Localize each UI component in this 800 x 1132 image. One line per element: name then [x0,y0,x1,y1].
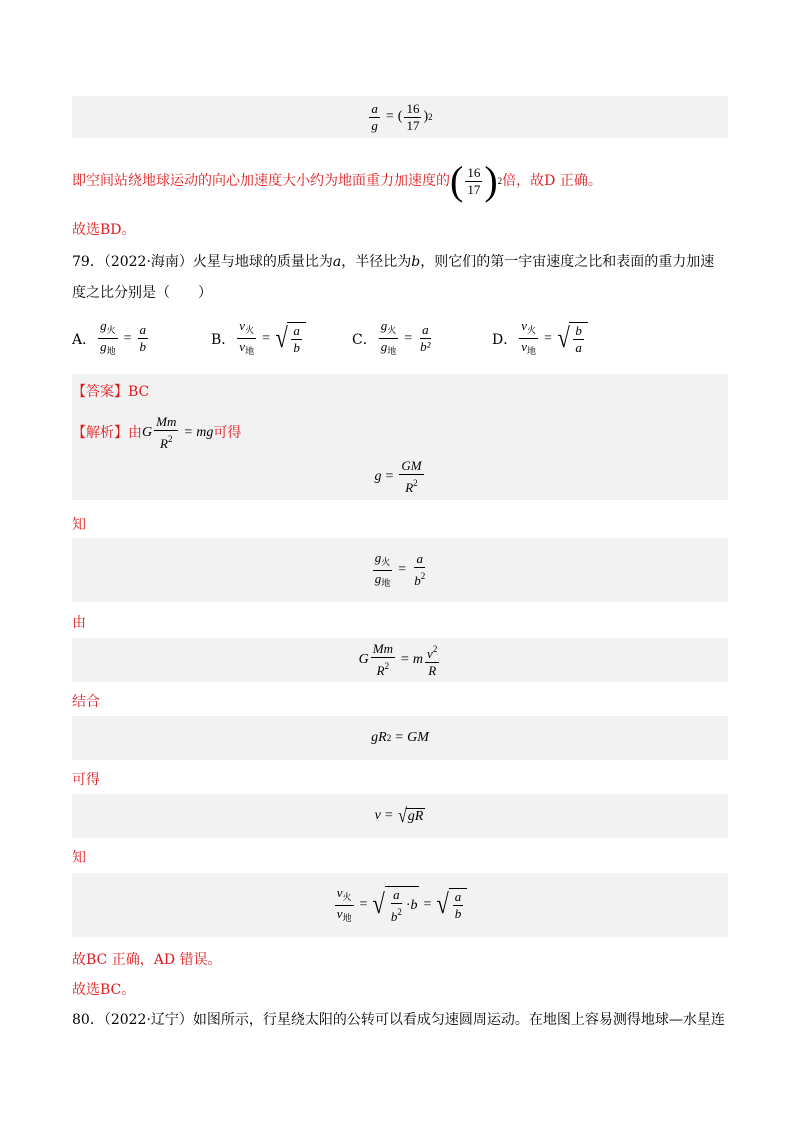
option-c[interactable]: C． $\frac{g_火}{g_地}$ = $\frac{a}{\text{b²}}$ [352,318,431,356]
analysis-line: 【解析】 由 G $\frac{Mm}{R^2}$ = mg 可得 [72,414,242,451]
option-a[interactable]: A． $\frac{g_火}{g_地}$ = $\frac{a}{b}$ [72,318,147,356]
conclusion-bc-correct: 故BC 正确，AD 错误。 [72,952,222,968]
label-kede: 可得 [72,772,100,788]
label-you: 由 [72,615,86,631]
question-80-line1: 80．（2022·辽宁）如图所示，行星绕太阳的公转可以看成匀速圆周运动。在地图上容易测得地球—水星连 [72,1012,725,1028]
answer-line: 【答案】BC [72,384,150,400]
label-zhi-2: 知 [72,850,86,866]
formula-box-gr2-gm: gR 2 = GM [72,716,728,760]
question-79-line1: 79．（2022·海南）火星与地球的质量比为a，半径比为b，则它们的第一宇宙速度之比和表面的重力加速 [72,254,715,270]
conclusion-bd: 故选BD。 [72,222,136,238]
formula-box-centripetal: G $\frac{Mm}{R^2}$ = m $\frac{v^2}{R}$ [72,638,728,682]
formula-box-top [72,96,728,138]
question-79-line2: 度之比分别是（ ） [72,285,212,301]
option-d[interactable]: D． $\frac{v_火}{v_地}$ = √ $\frac{b}{a}$ [492,318,588,359]
formula-box-v-sqrt: v = √ gR [72,794,728,838]
formula-a-over-g: $\frac{a}{g}$ = ( $\frac{16}{17}$ ) 2 [371,100,433,133]
conclusion-bc: 故选BC。 [72,982,136,998]
formula-g-gm: g = $\frac{GM}{R^2}$ [374,458,422,495]
label-zhi-1: 知 [72,517,86,533]
option-b[interactable]: B． $\frac{v_火}{v_地}$ = √ $\frac{a}{b}$ [211,318,306,359]
formula-box-v-ratio: $\frac{v_火}{v_地}$ = √ $\frac{a}{b^2}$ · b = √ $\frac{a}{b}$ [72,873,728,937]
formula-box-g-ratio: $\frac{g_火}{g_地}$ = $\frac{a}{b^2}$ [72,538,728,602]
formula-ratio-squared: ( $\frac{16}{17}$ ) 2 [450,158,503,203]
label-jiehe: 结合 [72,694,100,710]
red-conclusion-line: 即空间站绕地球运动的向心加速度大小约为地面重力加速度的 ( $\frac{16}{17}$ ) 2 倍，故D 正确。 [72,158,602,203]
formula-gravity: G $\frac{Mm}{R^2}$ = mg [142,414,214,451]
